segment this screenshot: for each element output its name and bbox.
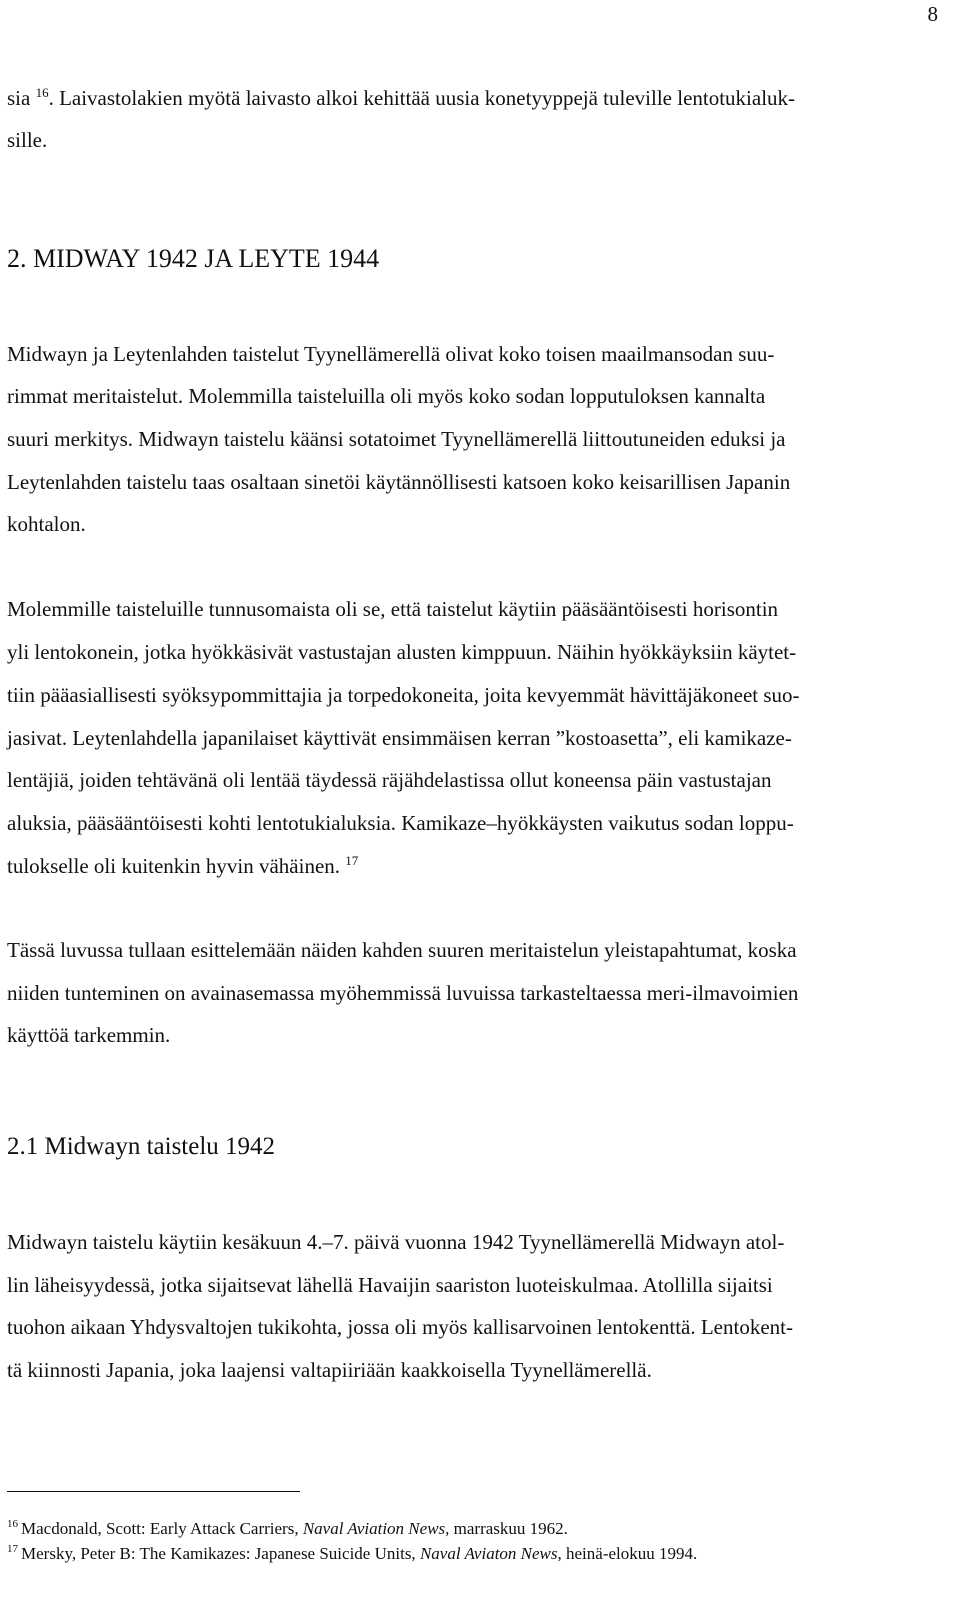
footnote-date: marraskuu 1962. [449,1519,568,1538]
paragraph-2-line [7,853,359,878]
paragraph-4-line: lin läheisyydessä, jotka sijaitsevat lähellä Havaijin saariston luoteiskulmaa. Atollilla sijaitsi [7,1273,773,1297]
footnote-ref-17[interactable]: 17 [345,853,359,868]
paragraph-1-line: Midwayn ja Leytenlahden taistelut Tyynellämerellä olivat koko toisen maailmansodan suu- [7,342,775,366]
paragraph-3-line: Tässä luvussa tullaan esittelemään näiden kahden suuren meritaistelun yleistapahtumat, koska [7,938,797,962]
intro-line-1-prefix: sia [7,86,31,110]
footnote-publication: Naval Aviation News, [302,1519,450,1538]
paragraph-1-line: rimmat meritaistelut. Molemmilla taisteluilla oli myös koko sodan lopputuloksen kannalta [7,384,766,408]
paragraph-1-line: kohtalon. [7,512,86,536]
paragraph-2-line: lentäjiä, joiden tehtävänä oli lentää täydessä räjähdelastissa ollut koneensa päin vastustajan [7,768,772,792]
paragraph-4-line: tuohon aikaan Yhdysvaltojen tukikohta, jossa oli myös kallisarvoinen lentokenttä. Lentokent- [7,1315,793,1339]
footnote-text: Macdonald, Scott: Early Attack Carriers, [21,1519,303,1538]
paragraph-2-line: Molemmille taisteluille tunnusomaista oli se, että taistelut käytiin pääsääntöisesti horisontin [7,597,779,621]
subsection-heading: 2.1 Midwayn taistelu 1942 [7,1133,276,1160]
paragraph-2-line: tiin pääasiallisesti syöksypommittajia ja torpedokoneita, joita kevyemmät hävittäjäkoneet suo- [7,683,800,707]
page-number: 8 [927,2,938,26]
paragraph-3-line: niiden tunteminen on avainasemassa myöhemmissä luvuissa tarkasteltaessa meri-ilmavoimien [7,981,799,1005]
paragraph-2-line: jasivat. Leytenlahdella japanilaiset käyttivät ensimmäisen kerran ”kostoasetta”, eli kamikaze- [7,726,792,750]
paragraph-2-line: yli lentokonein, jotka hyökkäsivät vastustajan alusten kimppuun. Näihin hyökkäyksiin käytet- [7,640,797,664]
footnote-16 [7,1520,568,1537]
paragraph-2-last-text: tulokselle oli kuitenkin hyvin vähäinen. [7,854,341,878]
paragraph-3-line: käyttöä tarkemmin. [7,1023,171,1047]
intro-line-2: sille. [7,128,48,152]
paragraph-1-line: suuri merkitys. Midwayn taistelu käänsi sotatoimet Tyynellämerellä liittoutuneiden eduksi ja [7,427,786,451]
intro-line-1-rest: . Laivastolakien myötä laivasto alkoi kehittää uusia konetyyppejä tuleville lentotukialuk- [48,86,796,110]
footnote-mark: 17 [7,1543,18,1556]
paragraph-2-line: aluksia, pääsääntöisesti kohti lentotukialuksia. Kamikaze–hyökkäysten vaikutus sodan loppu- [7,811,794,835]
section-heading: 2. MIDWAY 1942 JA LEYTE 1944 [7,244,380,273]
intro-line-1 [7,85,796,110]
footnote-mark: 16 [7,1518,18,1531]
paragraph-4-line: tä kiinnosti Japania, joka laajensi valtapiiriään kaakkoisella Tyynellämerellä. [7,1358,652,1382]
footnote-17 [7,1545,697,1562]
footnote-date: heinä-elokuu 1994. [561,1544,698,1563]
footnote-publication: Naval Aviaton News, [419,1544,562,1563]
paragraph-1-line: Leytenlahden taistelu taas osaltaan sinetöi käytännöllisesti katsoen koko keisarillisen Japanin [7,470,791,494]
footnote-text: Mersky, Peter B: The Kamikazes: Japanese Suicide Units, [21,1544,420,1563]
footnote-ref-16[interactable]: 16 [35,85,49,100]
footnote-divider [7,1491,300,1492]
paragraph-4-line: Midwayn taistelu käytiin kesäkuun 4.–7. päivä vuonna 1942 Tyynellämerellä Midwayn atol- [7,1230,785,1254]
